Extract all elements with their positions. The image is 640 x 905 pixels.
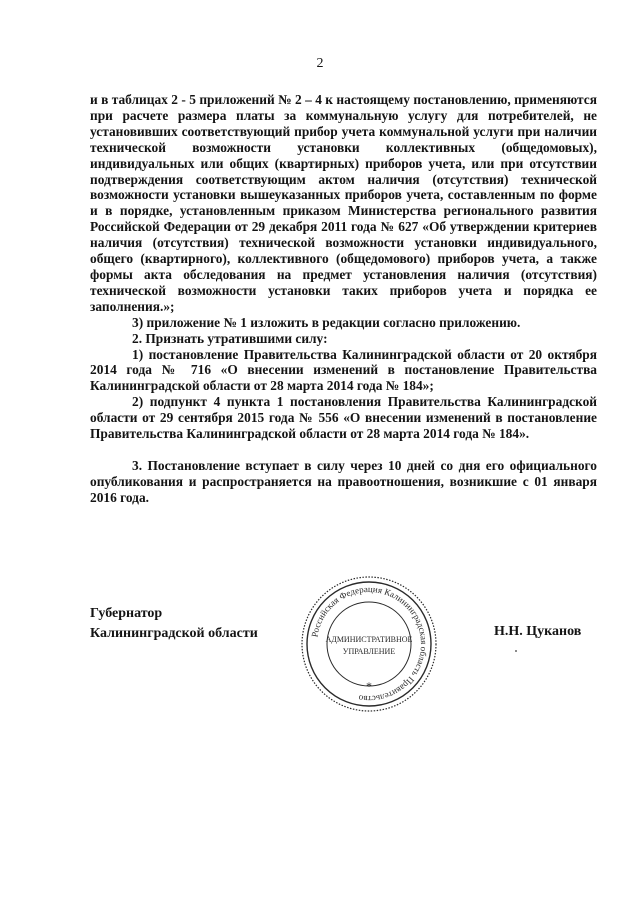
paragraph-item-3: 3) приложение № 1 изложить в редакции согласно приложению. [132,314,521,330]
paragraph-subitem-1: 1) постановление Правительства Калининградской области от 20 октября 2014 года № 716 «О внесении изменений в постановление Правительства Калининградской области от 28 марта 2014 года № 184»; [90,346,597,394]
seal-star: * [366,679,372,693]
page-number: 2 [316,56,324,71]
paragraph-point-3: 3. Постановление вступает в силу через 10 дней со дня его официального опубликования и распространяется на правоотношения, возникшие с 01 января 2016 года. [90,457,597,505]
signatory-title-line2: Калининградской области [90,626,258,641]
ink-dot [515,650,517,652]
official-seal [299,574,439,714]
seal-outer-text: Российская Федерация Калининградская область Правительство [309,583,430,705]
signatory-title [90,604,258,644]
paragraph-point-2: 2. Признать утратившими силу: [132,330,328,346]
paragraph-subitem-2: 2) подпункт 4 пункта 1 постановления Правительства Калининградской области от 29 сентября 2015 года № 556 «О внесении изменений в постановление Правительства Калининградской области от 28 марта 2014 года № 184». [90,394,597,442]
signatory-title-line1: Губернатор [90,606,163,621]
paragraph-continuation: и в таблицах 2 - 5 приложений № 2 – 4 к настоящему постановлению, применяются при расчете размера платы за коммунальную услугу для потребителей, не установивших соответствующий прибор учета коммунальной услуги при наличии технической возможности установки коллективных (общедомовых), индивидуальных или общих (квартирных) приборов учета, или при отсутствии подтверждения соответствующим актом наличия (отсутствия) технической возможности установки вышеуказанных приборов учета, составленным по форме и в порядке, установленным приказом Министерства регионального развития Российской Федерации от 29 декабря 2011 года № 627 «Об утверждении критериев наличия (отсутствия) технической возможности установки индивидуального, общего (квартирного), коллективного (общедомового) приборов учета, а также формы акта обследования на предмет установления наличия (отсутствия) технической возможности установки таких приборов учета и порядка ее заполнения.»; [90,92,597,314]
seal-inner-line1: АДМИНИСТРАТИВНОЕ [325,635,413,644]
document-body [90,92,597,506]
signatory-name: Н.Н. Цуканов [494,624,582,639]
seal-inner-line2: УПРАВЛЕНИЕ [342,647,396,656]
